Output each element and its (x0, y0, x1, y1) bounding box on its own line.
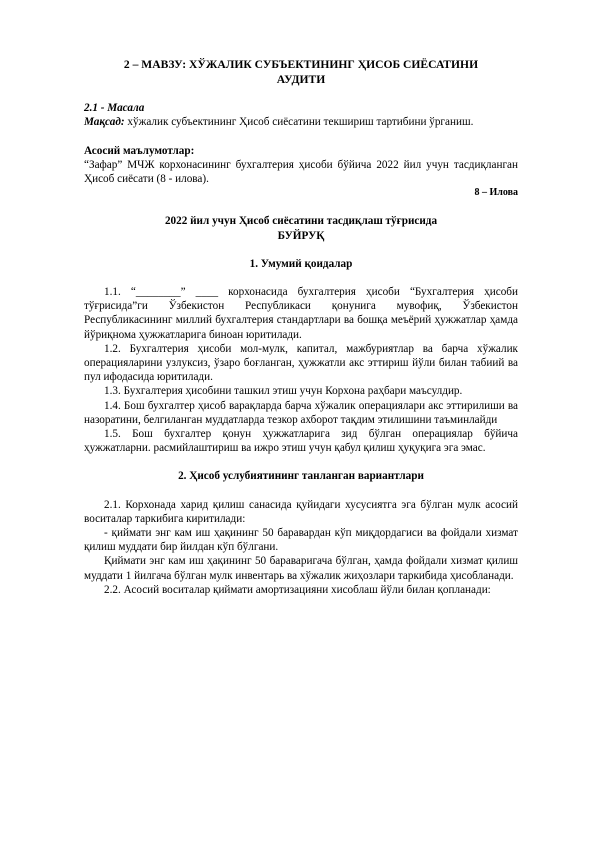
paragraph-2-2: 2.2. Асосий воситалар қиймати амортизацияни хисоблаш йўли билан қопланади: (104, 583, 491, 596)
source-heading: Асосий маълумотлар: (84, 144, 195, 157)
annex-label: 8 – Илова (474, 187, 518, 199)
goal-text: хўжалик субъектининг Ҳисоб сиёсатини текшириш тартибини ўрганиш. (124, 116, 474, 129)
source-text: “Зафар” МЧЖ корхонасининг бухгалтерия ҳисоби бўйича 2022 йил учун тасдиқланган Ҳисоб сиёсати (8 - илова). (84, 158, 518, 185)
paragraph-2-1: 2.1. Корхонада харид қилиш санасида қуйидаги хусусиятга эга бўлган мулк асосий воситалар таркибига киритилади: (84, 498, 518, 525)
topic-title-line-2: АУДИТИ (276, 72, 326, 86)
paragraph-2-1-a: - қиймати энг кам иш ҳақининг 50 баравардан кўп миқдордагиси ва фойдали хизмат қилиш муддати бир йилдан кўп бўлгани. (84, 527, 518, 554)
paragraph-2-1-b: Қиймати энг кам иш ҳақининг 50 бараваригача бўлган, ҳамда фойдали хизмат қилиш муддати 1 йилгача бўлган мулк инвентарь ва хўжалик жиҳозлари таркибида ҳисобланади. (84, 555, 518, 582)
paragraph-1-3: 1.3. Бухгалтерия ҳисобини ташкил этиш учун Корхона раҳбари маъсулдир. (104, 385, 463, 398)
paragraph-1-5: 1.5. Бош бухгалтер қонун ҳужжатларига зид бўлган операциялар бўйича ҳужжатларни. расмийлаштириш ва ижро этиш учун қабул қилиш ҳуқуқига эга эмас. (84, 428, 518, 455)
goal-label: Мақсад: (84, 116, 125, 129)
task-heading: 2.1 - Масала (84, 102, 145, 115)
section-2-heading: 2. Ҳисоб услубиятининг танланган вариантлари (178, 470, 424, 483)
order-title (84, 214, 518, 242)
document-page (84, 58, 518, 597)
order-title-line-2: БУЙРУҚ (277, 229, 325, 242)
paragraph-1-2: 1.2. Бухгалтерия ҳисоби мол-мулк, капитал, мажбуриятлар ва барча хўжалик операцияларини узлуксиз, ўзаро боғланган, ҳужжатли акс эттириш йўли билан табиий ва пул ифодасида юритилади. (84, 342, 518, 384)
goal-paragraph (84, 115, 518, 129)
topic-title (84, 58, 518, 87)
order-title-line-1: 2022 йил учун Ҳисоб сиёсатини тасдиқлаш тўғрисида (164, 215, 438, 228)
section-1-heading: 1. Умумий қоидалар (249, 257, 353, 270)
topic-title-line-1: 2 – МАВЗУ: ХЎЖАЛИК СУБЪЕКТИНИНГ ҲИСОБ СИЁСАТИНИ (123, 58, 479, 71)
paragraph-1-4: 1.4. Бош бухгалтер ҳисоб варақларда барча хўжалик операциялари акс эттирилиши ва назоратини, белгиланган муддатларда тезкор ахборот тақдим этилишини таъминлайди (84, 399, 518, 426)
paragraph-1-1: 1.1. “________” ____ корхонасида бухгалтерия ҳисоби “Бухгалтерия ҳисоби тўғрисида”ги Ўзбекистон Республикаси қонунига мувофиқ, Ўзбекистон Республикасининг миллий бухгалтерия стандартлари ва бошқа меъёрий ҳужжатлар ҳамда йўриқнома ҳужжатларига биноан юритилади. (84, 286, 518, 341)
